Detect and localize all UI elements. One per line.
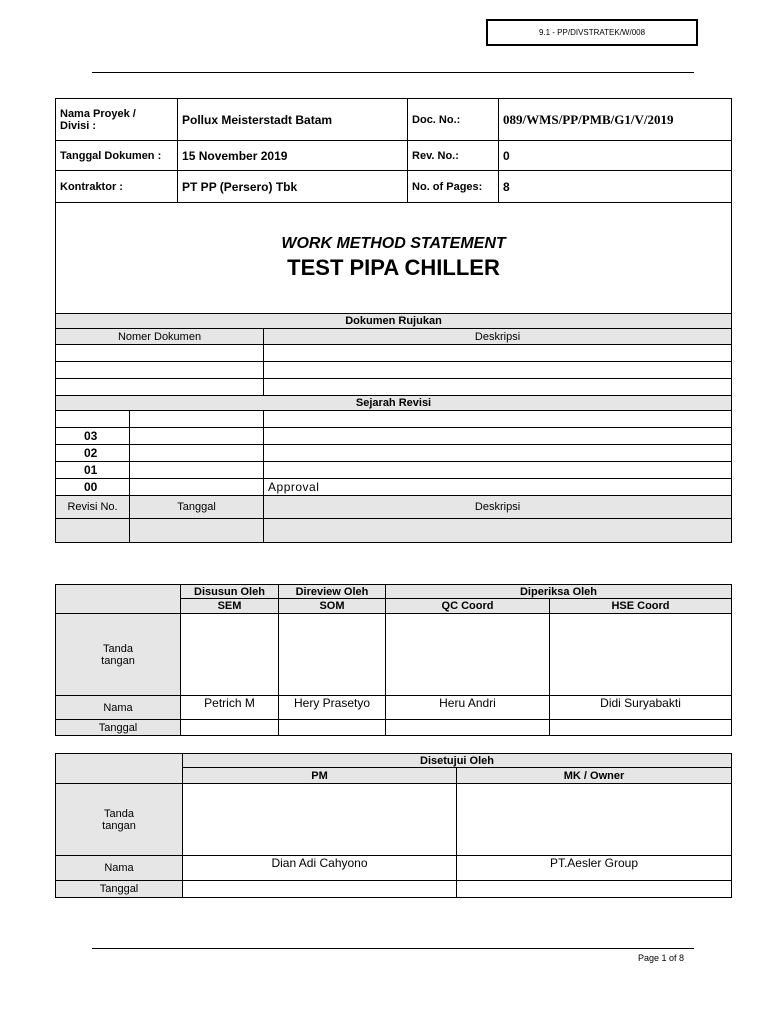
title-cell xyxy=(56,203,732,314)
document-code: 9.1 - PP/DIVSTRATEK/W/008 xyxy=(538,28,646,37)
role-sem: SEM xyxy=(181,599,279,614)
role-pm: PM xyxy=(183,768,457,784)
rev-date xyxy=(130,462,264,479)
ref-cell xyxy=(56,362,264,379)
nama-label: Nama xyxy=(56,856,183,881)
role-qc: QC Coord xyxy=(386,599,550,614)
name-hse: Didi Suryabakti xyxy=(550,696,732,720)
pages-value: 8 xyxy=(499,171,732,203)
ref-cell xyxy=(264,362,732,379)
name-som: Hery Prasetyo xyxy=(279,696,386,720)
rev-no: 03 xyxy=(56,428,130,445)
date-box xyxy=(183,881,457,898)
tanggal-label: Tanggal xyxy=(56,881,183,898)
rev-desc xyxy=(264,428,732,445)
bottom-rule xyxy=(92,948,694,949)
signature-box xyxy=(457,784,732,856)
rev-date xyxy=(130,428,264,445)
ref-cell xyxy=(56,345,264,362)
rev-no: 01 xyxy=(56,462,130,479)
top-rule xyxy=(92,72,694,73)
revisions-heading: Sejarah Revisi xyxy=(56,396,732,411)
docno-label: Doc. No.: xyxy=(408,99,499,141)
name-mk: PT.Aesler Group xyxy=(457,856,732,881)
nama-label: Nama xyxy=(56,696,181,720)
rev-label: Rev. No.: xyxy=(408,141,499,171)
pages-label: No. of Pages: xyxy=(408,171,499,203)
date-box xyxy=(457,881,732,898)
role-hse: HSE Coord xyxy=(550,599,732,614)
direview-label: Direview Oleh xyxy=(279,585,386,599)
rev-date xyxy=(130,479,264,496)
rev-desc xyxy=(264,445,732,462)
tanda-tangan-label: Tanda tangan xyxy=(56,784,183,856)
date-label: Tanggal Dokumen : xyxy=(56,141,178,171)
signature-table-1 xyxy=(55,584,732,736)
rev-footer-cell xyxy=(56,519,130,543)
tanda-tangan-label: Tanda tangan xyxy=(56,614,181,696)
references-heading: Dokumen Rujukan xyxy=(56,314,732,329)
date-box xyxy=(181,720,279,736)
main-table xyxy=(55,98,732,543)
rev-date xyxy=(130,411,264,428)
date-box xyxy=(279,720,386,736)
project-label: Nama Proyek / Divisi : xyxy=(56,99,178,141)
rev-col-date: Tanggal xyxy=(130,496,264,519)
name-pm: Dian Adi Cahyono xyxy=(183,856,457,881)
ref-cell xyxy=(264,345,732,362)
ref-cell xyxy=(56,379,264,396)
rev-col-desc: Deskripsi xyxy=(264,496,732,519)
signature-box xyxy=(183,784,457,856)
corner-cell xyxy=(56,754,183,784)
title-line2: TEST PIPA CHILLER xyxy=(287,255,500,280)
contractor-label: Kontraktor : xyxy=(56,171,178,203)
ref-cell xyxy=(264,379,732,396)
project-value: Pollux Meisterstadt Batam xyxy=(178,99,408,141)
date-value: 15 November 2019 xyxy=(178,141,408,171)
rev-desc: Approval xyxy=(264,479,732,496)
role-som: SOM xyxy=(279,599,386,614)
diperiksa-label: Diperiksa Oleh xyxy=(386,585,732,599)
role-mk: MK / Owner xyxy=(457,768,732,784)
title-line1: WORK METHOD STATEMENT xyxy=(281,235,506,252)
ref-col-desc: Deskripsi xyxy=(264,329,732,345)
docno-value: 089/WMS/PP/PMB/G1/V/2019 xyxy=(499,99,732,141)
signature-box xyxy=(386,614,550,696)
signature-box xyxy=(181,614,279,696)
rev-col-no: Revisi No. xyxy=(56,496,130,519)
date-box xyxy=(550,720,732,736)
rev-no xyxy=(56,411,130,428)
signature-box xyxy=(550,614,732,696)
rev-date xyxy=(130,445,264,462)
document-code-box xyxy=(486,19,698,46)
disusun-label: Disusun Oleh xyxy=(181,585,279,599)
rev-no: 00 xyxy=(56,479,130,496)
rev-footer-cell xyxy=(130,519,264,543)
tanggal-label: Tanggal xyxy=(56,720,181,736)
name-qc: Heru Andri xyxy=(386,696,550,720)
contractor-value: PT PP (Persero) Tbk xyxy=(178,171,408,203)
ref-col-number: Nomer Dokumen xyxy=(56,329,264,345)
disetujui-label: Disetujui Oleh xyxy=(183,754,732,768)
signature-table-2 xyxy=(55,753,732,898)
rev-no: 02 xyxy=(56,445,130,462)
corner-cell xyxy=(56,585,181,614)
rev-desc xyxy=(264,462,732,479)
rev-value: 0 xyxy=(499,141,732,171)
date-box xyxy=(386,720,550,736)
signature-box xyxy=(279,614,386,696)
name-sem: Petrich M xyxy=(181,696,279,720)
rev-desc xyxy=(264,411,732,428)
page-number: Page 1 of 8 xyxy=(638,953,685,963)
rev-footer-cell xyxy=(264,519,732,543)
